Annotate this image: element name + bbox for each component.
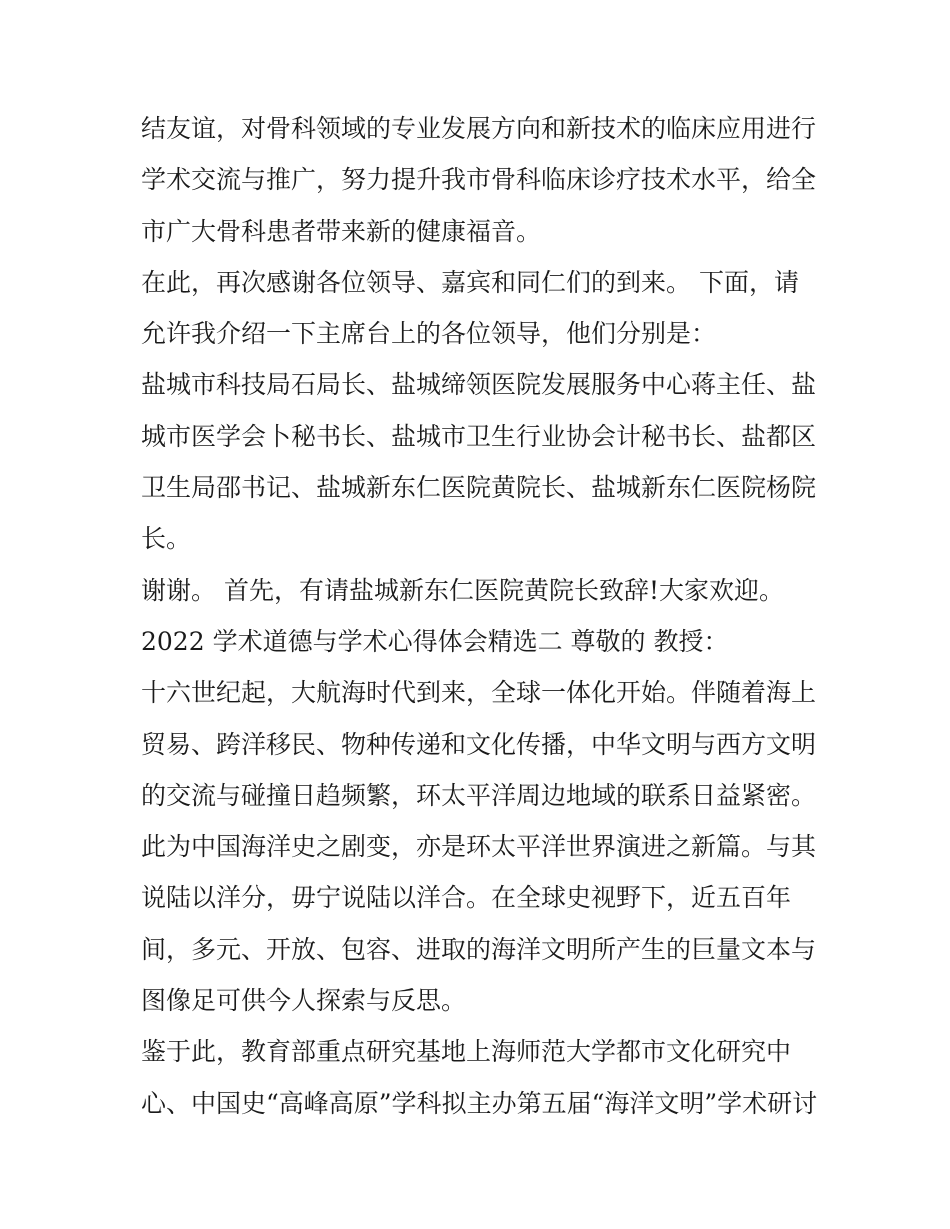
text-line: 城市医学会卜秘书长、盐城市卫生行业协会计秘书长、盐都区 (141, 421, 817, 451)
text-line: 说陆以洋分，毋宁说陆以洋合。在全球史视野下，近五百年 (141, 883, 792, 913)
text-line: 谢谢。 首先，有请盐城新东仁医院黄院长致辞!大家欢迎。 (141, 575, 784, 605)
text-line: 长。 (141, 524, 192, 554)
text-line: 在此，再次感谢各位领导、嘉宾和同仁们的到来。 下面，请 (141, 267, 799, 297)
text-line: 卫生局邵书记、盐城新东仁医院黄院长、盐城新东仁医院杨院 (141, 473, 817, 503)
text-line: 鉴于此，教育部重点研究基地上海师范大学都市文化研究中 (141, 1037, 792, 1067)
text-line: 市广大骨科患者带来新的健康福音。 (141, 216, 542, 246)
text-line: 允许我介绍一下主席台上的各位领导，他们分别是： (141, 319, 717, 349)
text-line: 图像足可供今人探索与反思。 (141, 986, 467, 1016)
text-line: 心、中国史“高峰高原”学科拟主办第五届“海洋文明”学术研讨 (141, 1088, 818, 1118)
text-line: 学术交流与推广，努力提升我市骨科临床诊疗技术水平，给全 (141, 165, 817, 195)
text-line: 此为中国海洋史之剧变，亦是环太平洋世界演进之新篇。与其 (141, 832, 817, 862)
text-line: 结友谊，对骨科领域的专业发展方向和新技术的临床应用进行 (141, 114, 817, 143)
text-line: 2022 学术道德与学术心得体会精选二 尊敬的 教授： (141, 626, 729, 656)
text-line: 间，多元、开放、包容、进取的海洋文明所产生的巨量文本与 (141, 934, 817, 964)
document-body (141, 103, 821, 1129)
text-line: 的交流与碰撞日趋频繁，环太平洋周边地域的联系日益紧密。 (141, 780, 817, 810)
text-line: 贸易、跨洋移民、物种传递和文化传播，中华文明与西方文明 (141, 729, 817, 759)
text-line: 十六世纪起，大航海时代到来，全球一体化开始。伴随着海上 (141, 678, 817, 708)
text-line: 盐城市科技局石局长、盐城缔领医院发展服务中心蒋主任、盐 (141, 370, 817, 400)
